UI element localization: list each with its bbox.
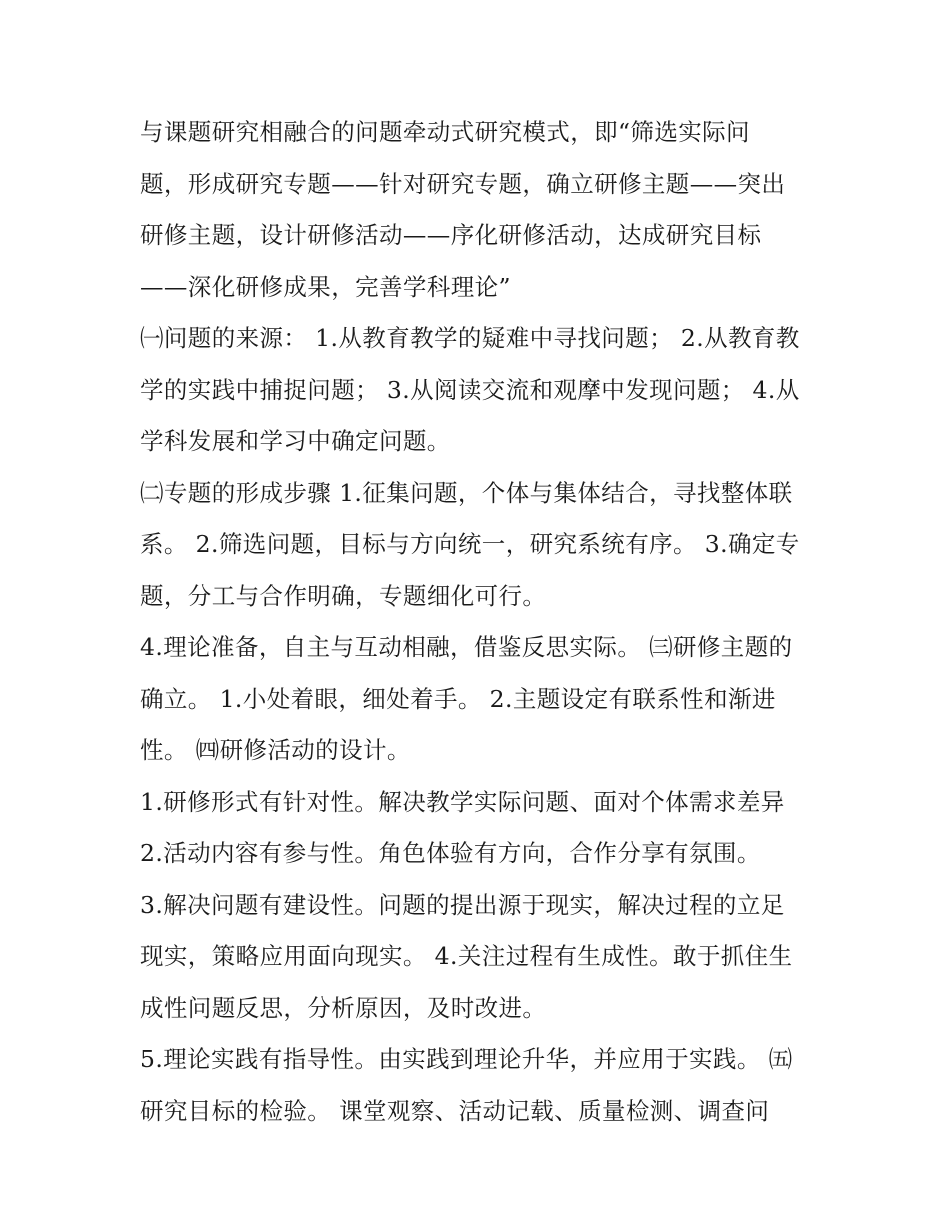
text-line: 2.活动内容有参与性。角色体验有方向，合作分享有氛围。 [140, 839, 761, 867]
text-line: 题，分工与合作明确，专题细化可行。 [140, 581, 547, 610]
text-line: 现实，策略应用面向现实。 4.关注过程有生成性。敢于抓住生 [140, 942, 793, 970]
text-line: 系。 2.筛选问题，目标与方向统一，研究系统有序。 3.确定专 [140, 530, 800, 558]
text-line: 题，形成研究专题——针对研究专题，确立研修主题——突出 [140, 169, 786, 198]
text-line: 3.解决问题有建设性。问题的提出源于现实，解决过程的立足 [140, 890, 785, 919]
text-line: 与课题研究相融合的问题牵动式研究模式，即“筛选实际问 [140, 118, 750, 146]
text-line: ㈡专题的形成步骤 1.征集问题，个体与集体结合，寻找整体联 [140, 478, 793, 507]
text-line: 学科发展和学习中确定问题。 [140, 427, 451, 455]
text-line: 成性问题反思，分析原因，及时改进。 [140, 993, 547, 1022]
text-line: 研修主题，设计研修活动——序化研修活动，达成研究目标 [140, 221, 762, 249]
text-line: 学的实践中捕捉问题； 3.从阅读交流和观摩中发现问题； 4.从 [140, 375, 800, 404]
text-line: 研究目标的检验。 课堂观察、活动记载、质量检测、调查问 [140, 1096, 770, 1125]
text-line: ㈠问题的来源： 1.从教育教学的疑难中寻找问题； 2.从教育教 [140, 324, 800, 352]
text-line: 确立。 1.小处着眼，细处着手。 2.主题设定有联系性和渐进 [140, 684, 776, 713]
text-line: 1.研修形式有针对性。解决教学实际问题、面对个体需求差异 [140, 787, 785, 816]
text-line: 性。 ㈣研修活动的设计。 [140, 736, 411, 764]
document-body [140, 107, 820, 1137]
text-line: 4.理论准备，自主与互动相融，借鉴反思实际。 ㈢研修主题的 [140, 633, 793, 661]
text-line: 5.理论实践有指导性。由实践到理论升华，并应用于实践。 ㈤ [140, 1045, 793, 1073]
text-line: ——深化研修成果，完善学科理论” [140, 272, 511, 301]
